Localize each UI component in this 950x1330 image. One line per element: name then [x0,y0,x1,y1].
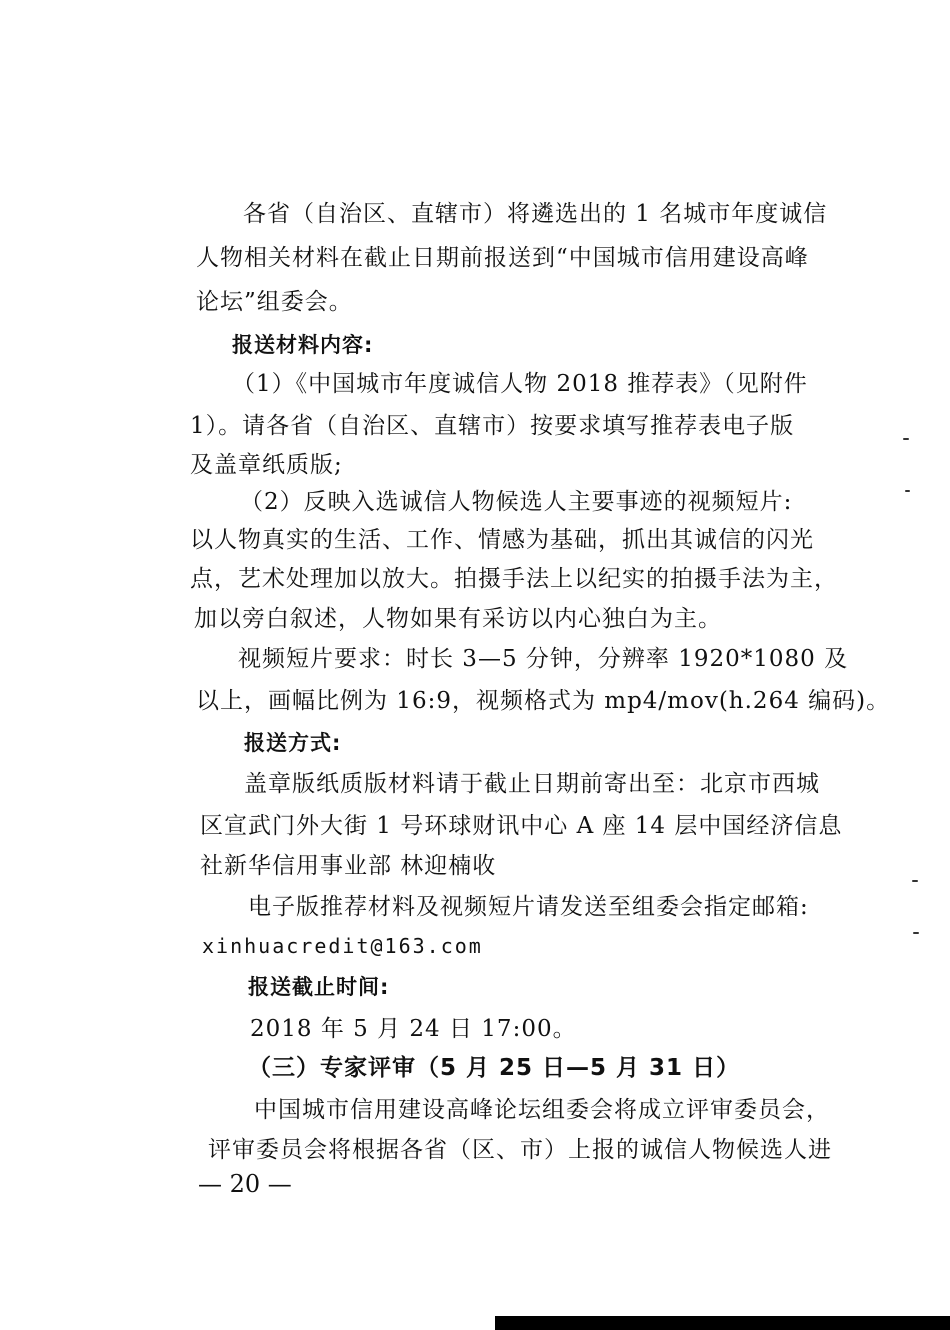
deadline-value: 2018 年 5 月 24 日 17:00。 [250,1016,577,1042]
section-heading-expert-review: （三）专家评审（5 月 25 日—5 月 31 日） [248,1055,741,1081]
page-number: — 20 — [198,1170,292,1198]
body-line-9: 以人物真实的生活、工作、情感为基础，抓出其诚信的闪光 [190,527,814,553]
scan-speck-4 [913,932,919,934]
body-line-11: 加以旁白叙述，人物如果有采访以内心独白为主。 [194,606,722,632]
body-line-15: 盖章版纸质版材料请于截止日期前寄出至：北京市西城 [244,771,820,797]
scan-speck-1 [903,438,909,440]
body-line-1: 各省（自治区、直辖市）将遴选出的 1 名城市年度诚信 [243,201,828,227]
body-line-8: （2）反映入选诚信人物候选人主要事迹的视频短片: [240,489,793,515]
heading-materials: 报送材料内容: [232,333,374,357]
email-address: xinhuacredit@163.com [202,934,483,958]
scan-speck-2 [905,490,910,492]
body-line-23: 中国城市信用建设高峰论坛组委会将成立评审委员会， [254,1097,830,1123]
scan-speck-3 [912,880,918,882]
body-line-24: 评审委员会将根据各省（区、市）上报的诚信人物候选人进 [208,1137,832,1163]
body-line-5: （1）《中国城市年度诚信人物 2018 推荐表》（见附件 [232,371,808,397]
body-line-2: 人物相关材料在截止日期前报送到“中国城市信用建设高峰 [196,245,809,271]
body-line-17: 社新华信用事业部 林迎楠收 [200,853,497,879]
body-line-7: 及盖章纸质版; [190,452,343,478]
body-line-6: 1）。请各省（自治区、直辖市）按要求填写推荐表电子版 [190,413,795,439]
body-line-13: 以上，画幅比例为 16:9，视频格式为 mp4/mov(h.264 编码)。 [196,688,891,714]
heading-deadline: 报送截止时间: [248,975,390,999]
body-line-12: 视频短片要求：时长 3—5 分钟，分辨率 1920*1080 及 [238,646,849,672]
body-line-10: 点，艺术处理加以放大。拍摄手法上以纪实的拍摄手法为主， [190,566,838,592]
heading-method: 报送方式: [244,731,342,755]
body-line-16: 区宣武门外大街 1 号环球财讯中心 A 座 14 层中国经济信息 [200,813,843,839]
body-line-18: 电子版推荐材料及视频短片请发送至组委会指定邮箱: [248,894,809,920]
body-line-3: 论坛”组委会。 [196,289,353,315]
scan-edge-bar [495,1316,950,1330]
